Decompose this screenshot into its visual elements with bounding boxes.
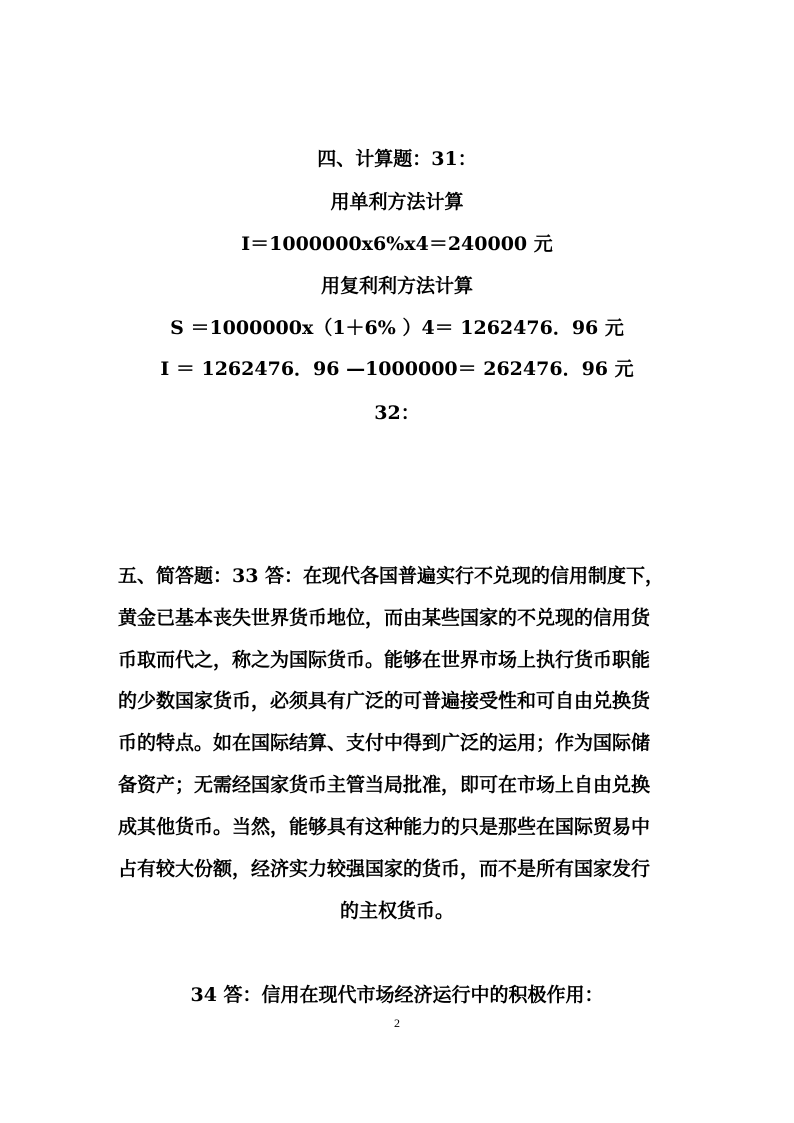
answer-33-line: 币取而代之，称之为国际货币。能够在世界市场上执行货币职能 [118, 649, 651, 671]
question-34-heading: 34 答：信用在现代市场经济运行中的积极作用： [190, 984, 604, 1006]
answer-33-line: 备资产；无需经国家货币主管当局批准，即可在市场上自由兑换 [118, 774, 651, 796]
answer-33-line: 黄金已基本丧失世界货币地位，而由某些国家的不兑现的信用货 [118, 607, 651, 629]
compound-interest-formula: I ＝ 1262476．96 —1000000＝ 262476．96 元 [160, 358, 634, 380]
compound-interest-sum-formula: S ＝1000000x（1＋6% ）4＝ 1262476．96 元 [170, 317, 624, 339]
simple-interest-title: 用单利方法计算 [330, 191, 464, 213]
section-heading-calculation: 四、计算题：31： [317, 148, 477, 170]
answer-33-line: 成其他货币。当然，能够具有这种能力的只是那些在国际贸易中 [118, 816, 651, 838]
answer-33-line: 的少数国家货币，必须具有广泛的可普遍接受性和可自由兑换货 [118, 690, 651, 712]
answer-33-line: 币的特点。如在国际结算、支付中得到广泛的运用；作为国际储 [118, 732, 651, 754]
simple-interest-formula: I＝1000000x6%x4＝240000 元 [241, 233, 553, 255]
page-number: 2 [394, 1016, 400, 1030]
answer-33-line: 占有较大份额，经济实力较强国家的货币，而不是所有国家发行 [118, 858, 651, 880]
answer-33-last-line: 的主权货币。 [339, 900, 454, 922]
question-32-label: 32： [374, 402, 420, 424]
compound-interest-title: 用复利利方法计算 [320, 275, 473, 297]
answer-33-line: 五、简答题：33 答：在现代各国普遍实行不兑现的信用制度下， [118, 565, 665, 587]
